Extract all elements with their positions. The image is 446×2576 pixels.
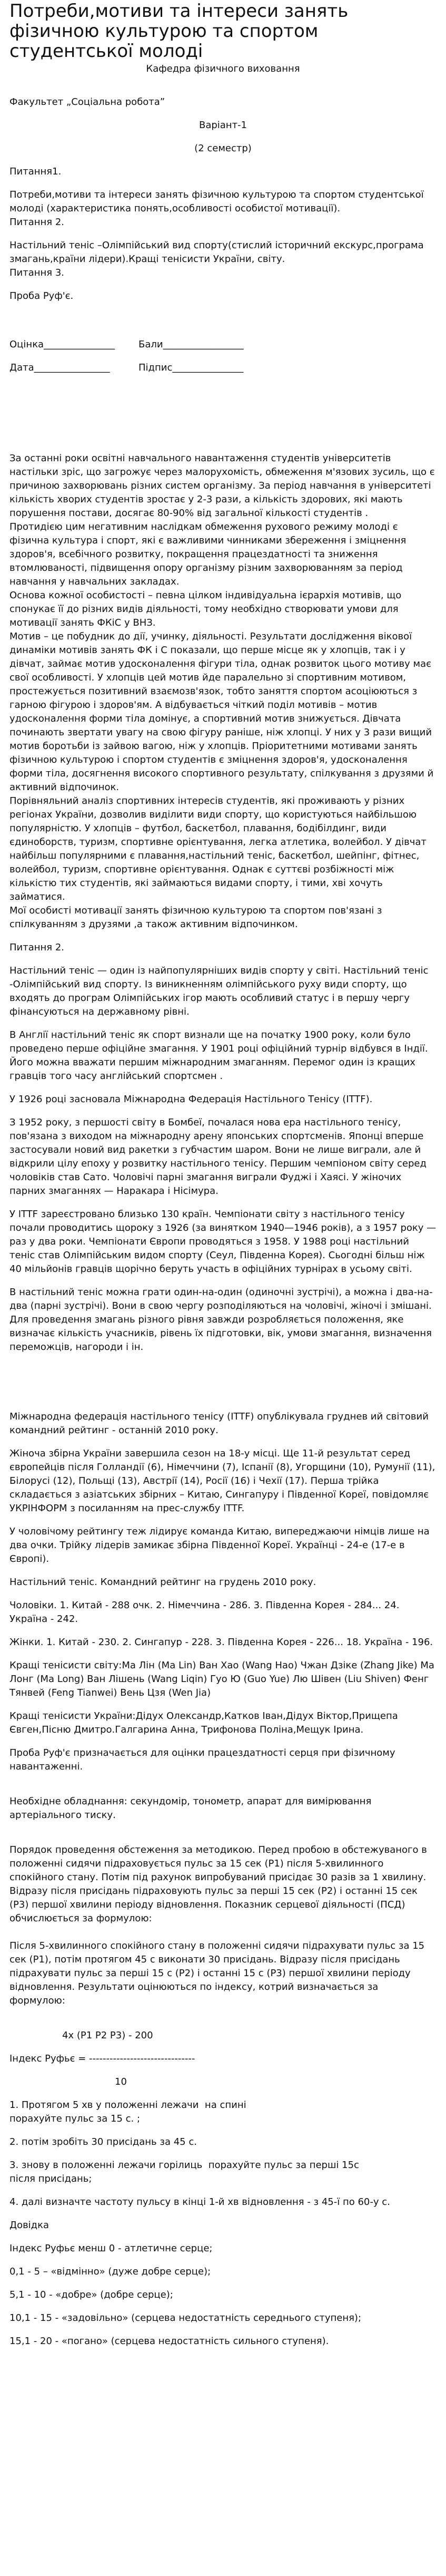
reference-line: 15,1 - 20 - «погано» (серцева недостатність сильного ступеня). <box>9 2336 329 2347</box>
reference-line: 0,1 - 5 – «відмінно» (дуже добре серце); <box>9 2266 211 2277</box>
section2-paragraph: Чоловіки. 1. Китай - 288 очк. 2. Німеччина - 286. 3. Південна Корея - 284... 24. Україна - 242. <box>9 1600 400 1625</box>
section3-paragraph: Необхідне обладнання: секундомір, тонометр, апарат для вимірювання артеріального тиску. <box>9 1796 372 1821</box>
procedure-step: 3. знову в положенні лежачи горілиць порахуйте пульс за перші 15с після присідань; <box>9 2160 359 2184</box>
section2-paragraph: Жіноча збірна України завершила сезон на 18-у місці. Ще 11-й результат серед європейців після Голландії (6), Німеччини (7), Іспанії (8), Угорщини (10), Румунії (11), Білорусі (12), Польщі (13), Австрії (14), Росії (16) і Чехії (17). Перша трійка складається з азіатських збірних – Китаю, Сингапуру і Південної Кореї, повідомляє УКРІНФОРМ з посиланням на прес-службу ITTF. <box>9 1448 435 1514</box>
section3-paragraph: Порядок проведення обстеження за методикою. Перед пробою в обстежуваного в положенні сидячи підраховується пульс за 15 сек (Р1) після 5-хвилинного спокійного стану. Потім під рахунок випробуваний присідає 30 разів за 1 хвилину. Відразу після присідань підраховують пульс за перші 15 сек (Р2) і останні 15 сек (Р3) першої хвилини періоду відновлення. Показник серцевої діяльності (ПСД) обчислюється за формулою: <box>9 1844 427 1924</box>
reference-line: 5,1 - 10 - «добре» (добре серце); <box>9 2289 173 2300</box>
section3-paragraph: Після 5-хвилинного спокійного стану в положенні сидячи підрахувати пульс за 15 сек (Р1), потім протягом 45 с виконати 30 присідань. Відразу після присідань підрахувати пульс за перші 15 с (Р2) і останні 15 с (Р3) першої хвилини періоду відновлення. Результати оцінюються по індексу, котрий визначається за формулою: <box>9 1940 425 2006</box>
ruffier-index-label: Індекс Руфьє = ------------------------------- <box>9 2053 195 2064</box>
section1-paragraph: Протидією цим негативним наслідкам обмеження рухового режиму молоді є фізична культура і спорт, які є важливими чинниками збереження і зміцнення здоров'я, всебічного розвитку, покращення працездатності та зниження втомлюваності, підвищення опору організму різним захворюванням за період навчання у навчальних закладах. <box>9 521 407 587</box>
grade-row <box>9 338 437 352</box>
semester-line: (2 семестр) <box>194 143 252 154</box>
question-2-text: Настільний теніс –Олімпійський вид спорту(стислий історичний екскурс,програма змагань,країни лідери).Кращі тенісисти України, світу. <box>9 240 424 265</box>
section1-paragraph: Порівняльний аналіз спортивних інтересів студентів, які проживають у різних регіонах України, дозволив виділити види спорту, що користуються найбільшою популярністю. У хлопців – футбол, баскетбол, плавання, бодібілдинг, види єдиноборств, туризм, спортивне орієнтування, легка атлетика, волейбол. У дівчат найбільш популярними є плавання,настільний теніс, баскетбол, шейпінг, фітнес, волейбол, туризм, спортивне орієнтування. Однак є суттєві розбіжності між кількістю тих студентів, які займаються видами спорту, і тими, хві хочуть займатися. <box>9 795 427 902</box>
score-field[interactable]: Бали_________________ <box>138 339 244 350</box>
section1-paragraph: Основа кожної особистості – певна цілком індивідуальна ієрархія мотивів, що спонукає її до різних видів діяльності, тому необхідно створювати умови для мотивації занять ФКіС у ВНЗ. <box>9 590 402 628</box>
section2-paragraph: В Англії настільний теніс як спорт визнали ще на початку 1900 року, коли було проведено перше офіційне змагання. У 1901 році офіційний турнір відбувся в Індії. Його можна вважати першим міжнародним змаганням. Перемог один із кращих гравців того часу англійський спортсмен . <box>9 1029 428 1082</box>
date-row <box>9 361 437 375</box>
faculty-line: Факультет „Соціальна робота” <box>9 96 165 108</box>
grade-field[interactable]: Оцінка_______________ <box>9 339 115 350</box>
procedure-step: 1. Протягом 5 хв у положенні лежачи на спині порахуйте пульс за 15 с. ; <box>9 2099 246 2124</box>
ruffier-formula-numerator: 4х (Р1 Р2 Р3) - 200 <box>62 2030 153 2041</box>
question-1-heading: Питання1. <box>9 166 62 177</box>
question-3-heading: Питання 3. <box>9 267 65 278</box>
section2-paragraph: Проба Руф'є призначається для оцінки працездатності серця при фізичному навантаженні. <box>9 1747 395 1772</box>
section2-paragraph: У чоловічому рейтингу теж лідирує команда Китаю, випереджаючи німців лише на два очки. Трійку лідерів замикає збірна Південної Кореї. Українці - 24-е (17-е в Європі). <box>9 1526 430 1564</box>
section2-paragraph: Жінки. 1. Китай - 230. 2. Сингапур - 228. 3. Південна Корея - 226... 18. Україна - 196. <box>9 1637 433 1648</box>
section2-paragraph: У ITTF зареєстровано близько 130 країн. Чемпіонати світу з настільного тенісу почали проводитись щороку з 1926 (за винятком 1940—1946 років), а з 1957 року — раз у два роки. Чемпіонати Європи проводяться з 1958. У 1988 році настільний теніс став Олімпійським видом спорту (Сеул, Південна Корея). Сьогодні більш ніж 40 мільйонів гравців щорічно беруть участь в офіційних турнірах в усьому світі. <box>9 1209 437 1275</box>
department-name: Кафедра фізичного виховання <box>146 63 300 74</box>
section1-paragraph: Мої особисті мотивації занять фізичною культурою та спортом пов'язані з спілкуванням з друзями ,а також активним відпочинком. <box>9 905 382 930</box>
section2-heading: Питання 2. <box>9 942 65 953</box>
variant-line: Варіант-1 <box>199 120 247 131</box>
ruffier-formula-denominator: 10 <box>115 2076 127 2087</box>
section2-paragraph: В настільний теніс можна грати один-на-один (одиночні зустрічі), а можна і два-на-два (парні зустрічі). Вони в свою чергу розподіляються на чоловічі, жіночі і змішані. Для проведення змагань різного рівня завжди розробляється положення, яке визначає кількість учасників, рівень їх підготовки, вік, умови змагання, визначення переможців, нагороди і ін. <box>9 1287 433 1353</box>
signature-field[interactable]: Підпис_______________ <box>138 362 244 373</box>
section2-paragraph: У 1926 році засновала Міжнародна Федерація Настільного Тенісу (ITTF). <box>9 1094 373 1105</box>
date-field[interactable]: Дата________________ <box>9 362 110 373</box>
reference-line: Індекс Руфьє менш 0 - атлетичне серце; <box>9 2243 213 2254</box>
question-2-heading: Питання 2. <box>9 217 65 228</box>
section2-paragraph: Настільний теніс — один із найпопулярніших видів спорту у світі. Настільний теніс -Олімпійський вид спорту. Із виникненням олімпійського руху види спорту, що входять до програм Олімпійських ігор мають особливий статус і в першу чергу фінансуються на державному рівні. <box>9 965 429 1017</box>
section2-paragraph: З 1952 року, з першості світу в Бомбеї, почалася нова ера настільного тенісу, пов'язана з виходом на міжнародну арену японських спортсменів. Японці вперше застосували новий вид ракетки з губчастим шаром. Вони не лише виграли, але й відкрили цілу епоху у розвитку настільного тенісу. Першим чемпіоном світу серед чоловіків став Сато. Чоловічі парні змагання виграли Фуджі і Хаясі. У жіночих парних змаганнях — Наракара і Нісімура. <box>9 1117 427 1197</box>
reference-line: 10,1 - 15 - «задовільно» (серцева недостатність середнього ступеня); <box>9 2312 362 2324</box>
procedure-step: 4. далі визначте частоту пульсу в кінці 1-й хв відновлення - з 45-ї по 60-у с. <box>9 2196 390 2208</box>
procedure-step: 2. потім зробіть 30 присідань за 45 с. <box>9 2136 197 2147</box>
section2-paragraph: Кращі тенісисти України:Дідух Олександр,Катков Іван,Дідух Віктор,Прищепа Євген,Пісню Дмитро.Галгарина Анна, Трифонова Поліна,Мещук Ірина. <box>9 1710 398 1735</box>
section2-paragraph: Міжнародна федерація настільного тенісу (ITTF) опублікувала груднев ий світовий командний рейтинг - останній 2010 року. <box>9 1411 429 1436</box>
question-3-text: Проба Руф'є. <box>9 290 74 302</box>
document-title: Потреби,мотиви та інтереси занять фізичною культурою та спортом студентської молоді <box>9 1 349 62</box>
section2-paragraph: Настільний теніс. Командний рейтинг на грудень 2010 року. <box>9 1577 316 1588</box>
section1-paragraph: За останні роки освітні навчального навантаження студентів університетів настільки зріс, що загрожує через малорухомість, обмеження м'язових зусиль, що є причиною захворювань різних систем організму. За період навчання в університеті кількість хворих студентів зростає у 2-3 рази, а кількість здорових, які мають порушення постави, досягає 80-90% від загальної кількості студентів . <box>9 453 435 519</box>
reference-heading: Довідка <box>9 2220 49 2231</box>
section1-paragraph: Мотив – це побудник до дії, учинку, діяльності. Результати дослідження вікової динаміки мотивів занять ФК і С показали, що перше місце як у хлопців, так і у дівчат, займає мотив удосконалення фігури тіла, однак розвиток цього мотиву має свої особливості. У хлопців цей мотив йде паралельно зі спортивним мотивом, простежується позитивний взаємозв'язок, тобто заняття спортом асоціюються з гарною фігурою і здоров'ям. А відбувається чіткий поділ мотивів – мотив удосконалення форми тіла домінує, а спортивний мотив знижується. Дівчата починають звертати увагу на свою фігуру раніше, ніж хлопці. У них у 3 рази вищий мотив боротьби із зайвою вагою, ніж у хлопців. Пріоритетними мотивами занять фізичною культурою і спортом студентів є зміцнення здоров'я, удосконалення форми тіла, досягнення високого спортивного результату, спілкування з друзями й активний відпочинок. <box>9 631 434 793</box>
question-1-text: Потреби,мотиви та інтереси занять фізичною культурою та спортом студентської молоді (характеристика понять,особливості особистої мотивації). <box>9 189 424 214</box>
section2-paragraph: Кращі тенісисти світу:Ма Лін (Ma Lin) Ван Хао (Wang Hao) Чжан Дзіке (Zhang Jike) Ма Лонг (Ma Long) Ван Лішень (Wang Liqin) Гуо Ю (Guo Yue) Лю Шівен (Liu Shiven) Фенг Тянвей (Feng Tianwei) Вень Цзя (Wen Jia) <box>9 1660 434 1698</box>
